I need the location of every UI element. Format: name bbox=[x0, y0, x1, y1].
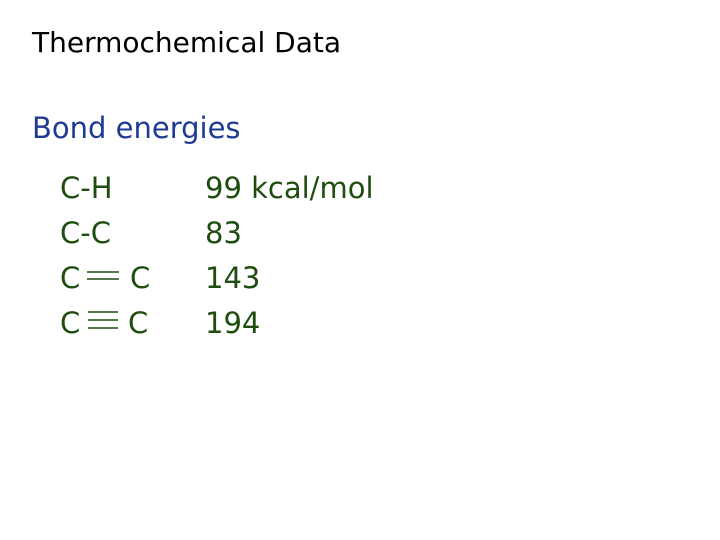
bond-formula-text: C-C bbox=[60, 216, 111, 250]
bond-row-cc-single bbox=[60, 213, 440, 258]
bond-formula bbox=[60, 168, 180, 213]
bond-energy-value: 99 kcal/mol bbox=[205, 171, 374, 205]
bond-row-cc-triple bbox=[60, 303, 440, 348]
right-atom: C bbox=[128, 306, 149, 340]
bond-energy-value: 194 bbox=[205, 306, 261, 340]
bond-formula-text: C-H bbox=[60, 171, 113, 205]
bond-energy-table bbox=[60, 168, 440, 348]
bond-row-cc-double bbox=[60, 258, 440, 303]
bond-energy-value: 143 bbox=[205, 261, 261, 295]
left-atom: C bbox=[60, 306, 81, 340]
slide-title: Thermochemical Data bbox=[32, 26, 342, 59]
section-heading: Bond energies bbox=[32, 111, 241, 145]
double-bond-icon bbox=[60, 258, 180, 303]
bond-formula bbox=[60, 303, 180, 348]
bond-formula bbox=[60, 258, 180, 303]
bond-energy-value: 83 bbox=[205, 216, 242, 250]
right-atom: C bbox=[130, 261, 151, 295]
triple-bond-icon bbox=[60, 303, 180, 348]
left-atom: C bbox=[60, 261, 81, 295]
bond-row-ch bbox=[60, 168, 440, 213]
bond-formula bbox=[60, 213, 180, 258]
